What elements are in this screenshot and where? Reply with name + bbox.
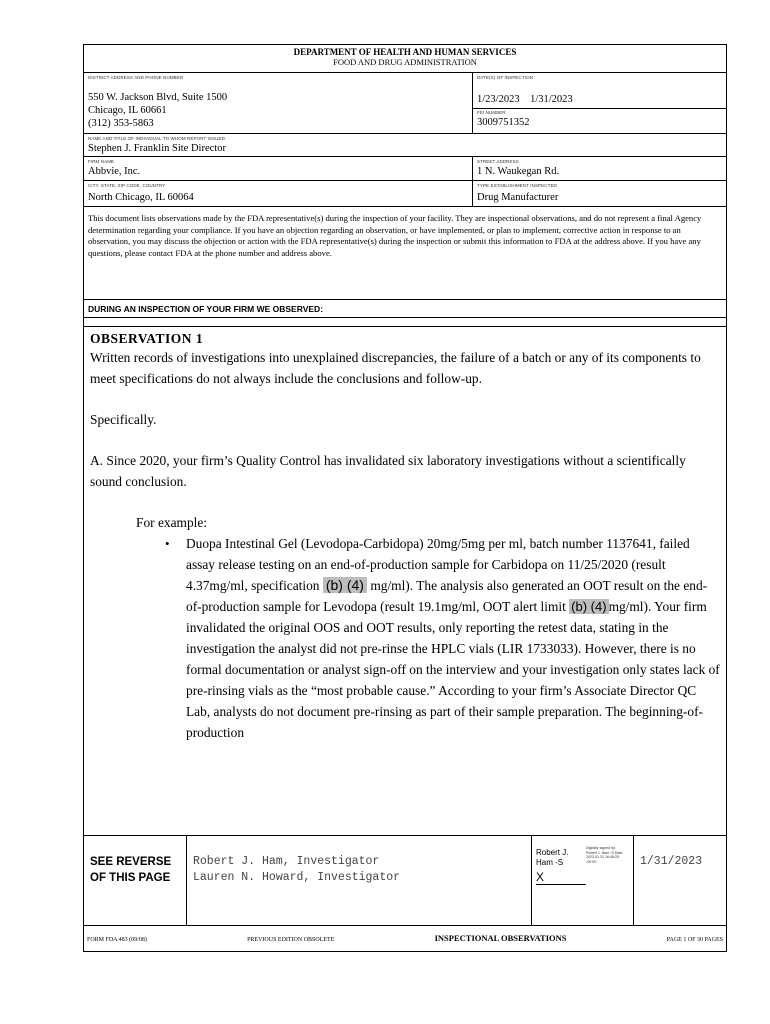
observation-title: OBSERVATION 1: [90, 331, 204, 346]
bullet-text-part2: mg/ml). The analysis also generated an OOT result on the end-of-production sample for Levodopa (result 19.1mg/ml, OOT alert limit: [186, 578, 708, 614]
signer-name: Robert J. Ham -S: [536, 848, 569, 867]
observation-body: [84, 318, 726, 743]
employee-name: Lauren N. Howard, Investigator: [193, 871, 401, 884]
form-footer: [84, 933, 726, 943]
firm-cell: [84, 157, 473, 180]
observation-specifically: Specifically.: [90, 412, 157, 427]
city-cell: [84, 181, 473, 206]
see-reverse-label: SEE REVERSE OF THIS PAGE: [84, 836, 187, 925]
street-label: STREET ADDRESS: [477, 159, 519, 164]
firm-value: Abbvie, Inc.: [88, 166, 141, 177]
fei-value: 3009751352: [477, 117, 530, 128]
fda-483-form: [83, 44, 727, 952]
recipient-row: [84, 134, 726, 157]
fei-label: FEI NUMBER: [477, 110, 506, 115]
street-value: 1 N. Waukegan Rd.: [477, 166, 560, 177]
city-label: CITY, STATE, ZIP CODE, COUNTRY: [88, 183, 166, 188]
dates-value: 1/23/2023 1/31/2023: [477, 94, 573, 105]
dates-label: DATE(S) OF INSPECTION: [477, 75, 534, 80]
signature-row: [84, 835, 726, 926]
observation-summary: Written records of investigations into unexplained discrepancies, the failure of a batch or any of its components to meet specifications do not always include the conclusions and follow-up.: [90, 350, 701, 386]
dates-cell: [473, 73, 726, 109]
redaction-box: (b) (4): [323, 577, 367, 593]
street-cell: [473, 157, 726, 180]
footer-title: INSPECTIONAL OBSERVATIONS: [434, 933, 567, 943]
employee-signature[interactable]: [532, 836, 634, 925]
signature-mark: X: [536, 870, 586, 885]
for-example-label: For example:: [136, 515, 208, 530]
list-item: [165, 533, 720, 743]
district-row: [84, 73, 726, 134]
agency-title: FOOD AND DRUG ADMINISTRATION: [333, 57, 477, 67]
city-row: [84, 181, 726, 207]
bullet-icon: •: [165, 536, 170, 551]
fei-cell: [473, 109, 726, 129]
city-value: North Chicago, IL 60064: [88, 192, 194, 203]
employee-name: Robert J. Ham, Investigator: [193, 855, 380, 868]
recipient-label: NAME AND TITLE OF INDIVIDUAL TO WHOM REPORT ISSUED: [88, 136, 225, 141]
observation-point-a: A. Since 2020, your firm’s Quality Control has invalidated six laboratory investigations without a scientifically sound conclusion.: [90, 453, 686, 489]
redaction-box: (b) (4): [571, 599, 607, 614]
during-inspection-heading: DURING AN INSPECTION OF YOUR FIRM WE OBSERVED:: [84, 300, 726, 318]
district-address-label: DISTRICT ADDRESS AND PHONE NUMBER: [88, 75, 184, 80]
date-issued: 1/31/2023: [640, 855, 703, 868]
example-list: [90, 533, 720, 743]
form-number: FORM FDA 483 (09/08): [87, 937, 147, 943]
firm-row: [84, 157, 726, 181]
type-value: Drug Manufacturer: [477, 192, 559, 203]
recipient-cell: [84, 134, 726, 156]
obsolete-note: PREVIOUS EDITION OBSOLETE: [247, 937, 335, 943]
department-title: DEPARTMENT OF HEALTH AND HUMAN SERVICES: [293, 47, 517, 57]
type-cell: [473, 181, 726, 206]
digital-signature-note: Digitally signed by Robert J. Ham -S Date: 2023.01.31 16:48:25 -06'00': [586, 846, 624, 864]
district-phone: (312) 353-5863: [88, 118, 154, 129]
district-address-line2: Chicago, IL 60661: [88, 105, 167, 116]
dates-fei-cell: [473, 73, 726, 133]
district-address-cell: [84, 73, 473, 133]
firm-label: FIRM NAME: [88, 159, 115, 164]
district-address-line1: 550 W. Jackson Blvd, Suite 1500: [88, 92, 228, 103]
bullet-text-part1: Duopa Intestinal Gel (Levodopa-Carbidopa) 20mg/5mg per ml, batch number 1137641, failed assay release testing on an end-of-production sample for Carbidopa on 11/25/2020 (result 4.37mg/ml, specification: [186, 536, 690, 593]
employee-names: [187, 836, 532, 925]
form-header: [84, 45, 726, 73]
notice-text: This document lists observations made by the FDA representative(s) during the inspection of your facility. They are inspectional observations, and do not represent a final Agency determination regarding your compliance. If you have an objection regarding an observation, or have implemented, or plan to implement, corrective action in response to an observation, you may discuss the objection or action with the FDA representative(s) during the inspection or submit this information to FDA at the address above. If you have any questions, please contact FDA at the phone number and address above.: [84, 207, 726, 300]
type-label: TYPE ESTABLISHMENT INSPECTED: [477, 183, 557, 188]
page-number: PAGE 1 OF 30 PAGES: [666, 937, 723, 943]
bullet-text-part3: mg/ml). Your firm invalidated the original OOS and OOT results, only reporting the retest data, stating in the investigation the analyst did not pre-rinse the HPLC vials (LIR 1733033). However, there is no formal documentation or analyst sign-off on the interview and your investigation only states lack of pre-rinsing vials as the “most probable cause.” According to your firm’s Associate Director QC Lab, analysts do not document pre-rinsing as part of their sample preparation. The beginning-of-production: [186, 599, 720, 740]
recipient-value: Stephen J. Franklin Site Director: [88, 143, 226, 154]
